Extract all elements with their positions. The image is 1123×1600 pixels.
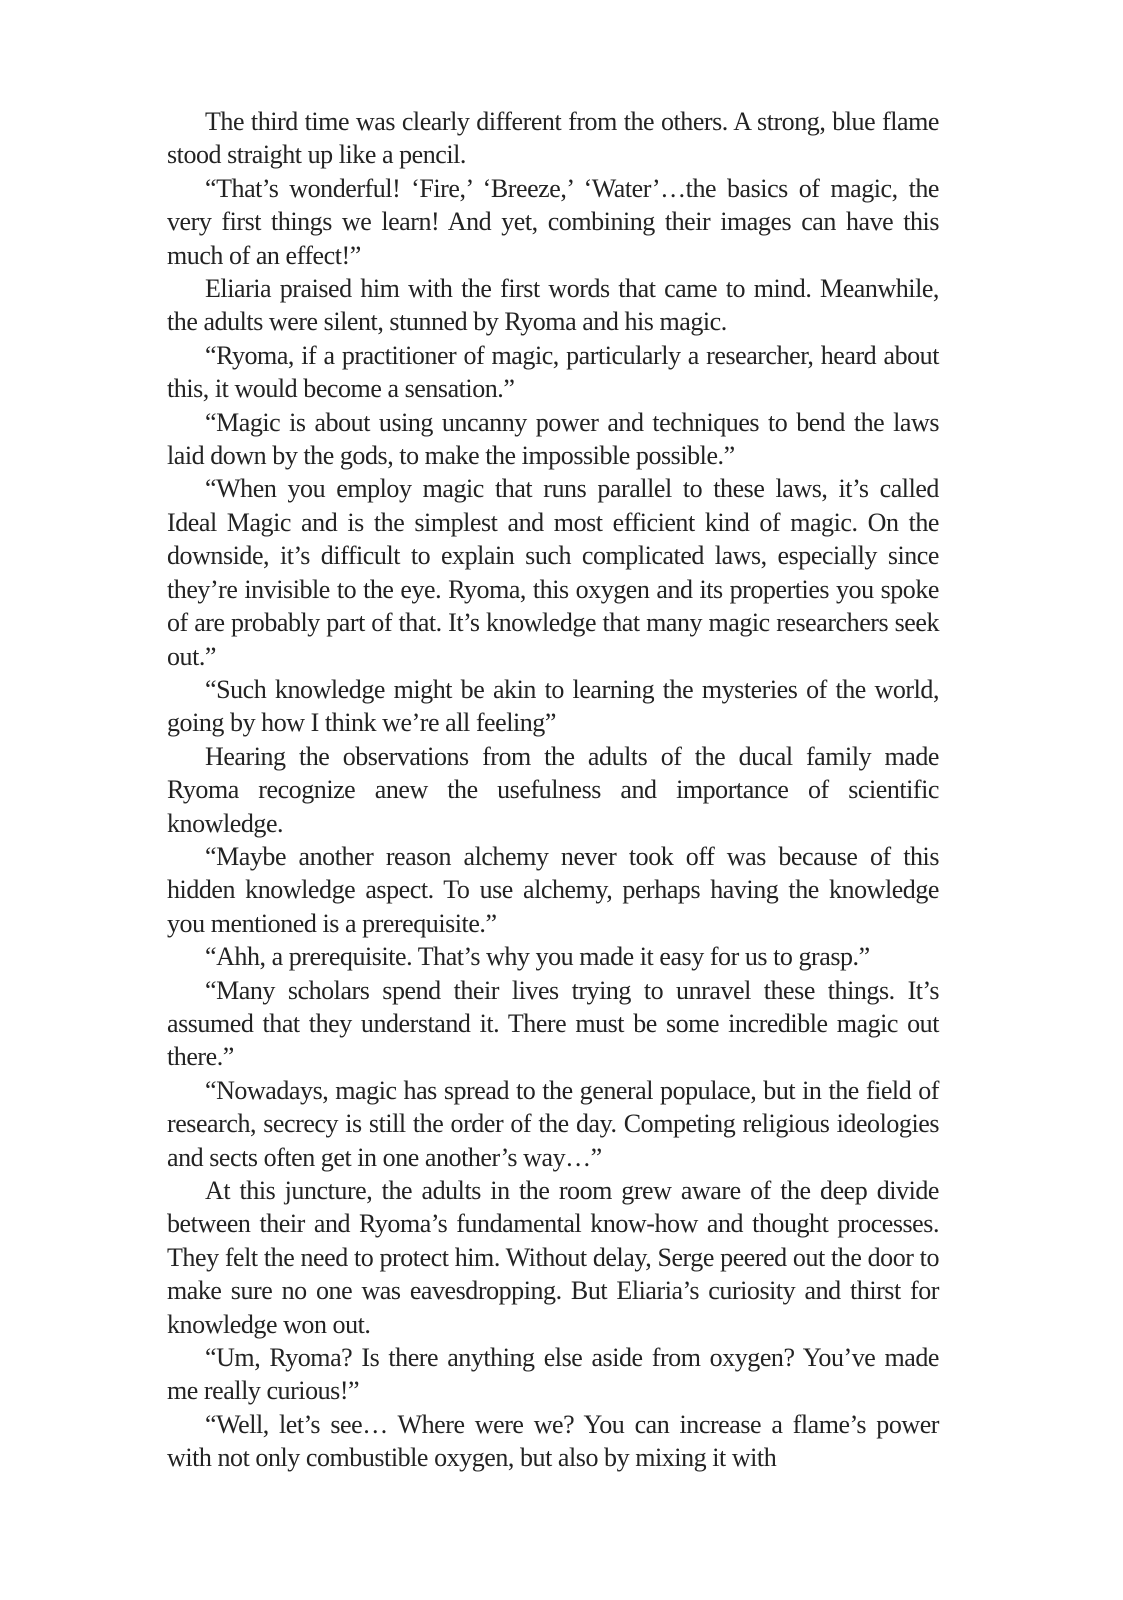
paragraph: “Nowadays, magic has spread to the general populace, but in the field of research, secrecy is still the order of the day. Competing religious ideologies and sects often get in one another’s way…”: [167, 1075, 939, 1172]
paragraph: “Magic is about using uncanny power and techniques to bend the laws laid down by the gods, to make the impossible possible.”: [167, 407, 939, 471]
paragraph: “That’s wonderful! ‘Fire,’ ‘Breeze,’ ‘Water’…the basics of magic, the very first things we learn! And yet, combining their images can have this much of an effect!”: [167, 173, 939, 270]
paragraph: “Ahh, a prerequisite. That’s why you made it easy for us to grasp.”: [205, 942, 870, 972]
paragraph: “Well, let’s see… Where were we? You can increase a flame’s power with not only combustible oxygen, but also by mixing it with: [167, 1409, 939, 1473]
paragraph: “Such knowledge might be akin to learning the mysteries of the world, going by how I think we’re all feeling”: [167, 674, 939, 738]
paragraph: Eliaria praised him with the first words that came to mind. Meanwhile, the adults were silent, stunned by Ryoma and his magic.: [167, 274, 939, 337]
body-text: [167, 105, 939, 1475]
paragraph: Hearing the observations from the adults of the ducal family made Ryoma recognize anew the usefulness and importance of scientific knowledge.: [167, 741, 939, 838]
paragraph: The third time was clearly different from the others. A strong, blue flame stood straight up like a pencil.: [167, 107, 939, 170]
paragraph: “When you employ magic that runs parallel to these laws, it’s called Ideal Magic and is the simplest and most efficient kind of magic. On the downside, it’s difficult to explain such complicated laws, especially since they’re invisible to the eye. Ryoma, this oxygen and its properties you spoke of are probably part of that. It’s knowledge that many magic researchers seek out.”: [167, 474, 939, 671]
paragraph: “Ryoma, if a practitioner of magic, particularly a researcher, heard about this, it would become a sensation.”: [167, 340, 939, 404]
paragraph: “Um, Ryoma? Is there anything else aside from oxygen? You’ve made me really curious!”: [167, 1343, 939, 1406]
paragraph: “Many scholars spend their lives trying to unravel these things. It’s assumed that they understand it. There must be some incredible magic out there.”: [167, 975, 939, 1072]
paragraph: At this juncture, the adults in the room grew aware of the deep divide between their and Ryoma’s fundamental know-how and thought processes. They felt the need to protect him. Without delay, Serge peered out the door to make sure no one was eavesdropping. But Eliaria’s curiosity and thirst for knowledge won out.: [167, 1176, 939, 1339]
paragraph: “Maybe another reason alchemy never took off was because of this hidden knowledge aspect. To use alchemy, perhaps having the knowledge you mentioned is a prerequisite.”: [167, 841, 939, 938]
